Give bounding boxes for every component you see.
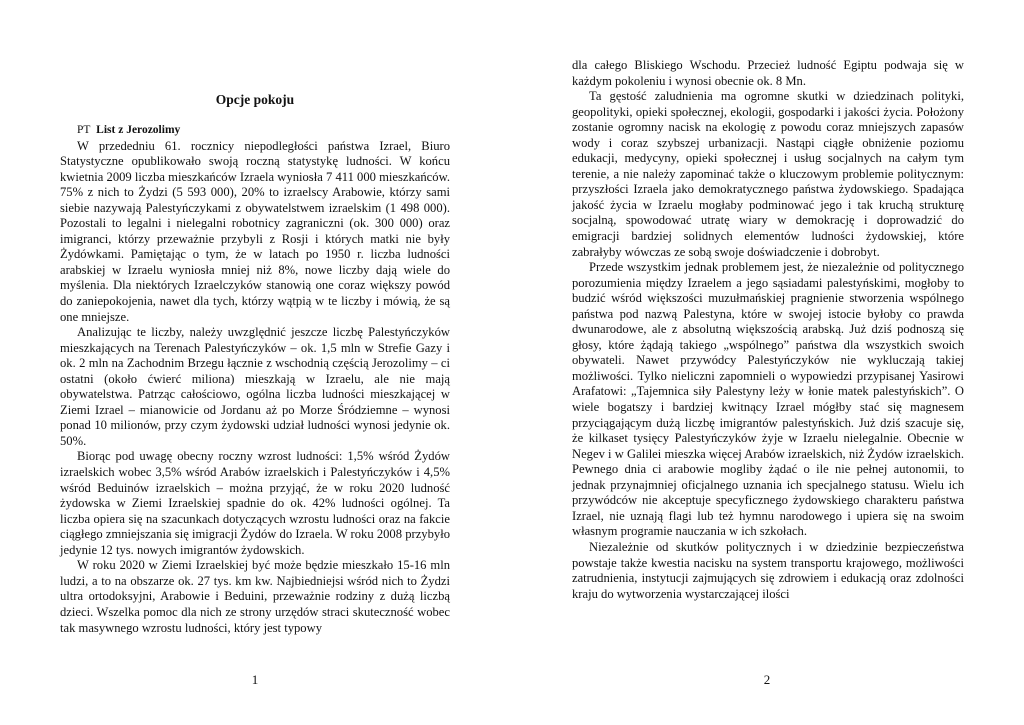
- left-page-text: [60, 123, 450, 636]
- right-page-text: [572, 58, 964, 602]
- page-title: Opcje pokoju: [215, 92, 295, 107]
- paragraph: Przede wszystkim jednak problemem jest, że niezależnie od politycznego porozumienia między Izraelem a jego sąsiadami palestyńskimi, mogłoby to budzić wśród większości muzułmańskiej pragnienie stworzenia wspólnego państwa pod nazwą Palestyna, które w swojej istocie byłoby co prawda dwunarodowe, ale z absolutną większością arabską. Już dziś podnoszą się głosy, które żądają takiego „wspólnego” państwa dla wszystkich swoich obywateli. Nawet przywódcy Palestyńczyków nie wykluczają takiej możliwości. Tylko nieliczni zapomnieli o wypowiedzi przypisanej Yasirowi Arafatowi: „Tajemnica siły Palestyny leży w łonie matek palestyńskich”. O wiele bogatszy i bardziej kwitnący Izrael mógłby stać się magnesem przyciągającym dużą liczbę imigrantów palestyńskich. Już dziś szacuje się, że kilkaset tysięcy Palestyńczyków żyje w Izraelu nielegalnie. Obecnie w Negev i w Galilei mieszka więcej Arabów izraelskich, niż Żydów izraelskich. Pewnego dnia ci arabowie mogliby żądać o ile nie pełnej autonomii, to jednak przynajmniej oficjalnego uznania ich specjalnego statusu. Wielu ich przywódców nie akceptuje specyficznego żydowskiego charakteru państwa Izrael, nie uznają flagi lub też hymnu narodowego i upiera się na swoim własnym programie nauczania w ich szkołach.: [572, 260, 964, 539]
- paragraph: Ta gęstość zaludnienia ma ogromne skutki w dziedzinach polityki, geopolityki, opieki społecznej, ekologii, gospodarki i jakości życia. Położony zostanie ogromny nacisk na ekologię z powodu coraz mniejszych zapasów wody i coraz szybszej urbanizacji. Nastąpi ciągłe obniżenie poziomu edukacji, medycyny, opieki społecznej i usług socjalnych na całym tym terenie, a nie należy zapominać także o kluczowym problemie politycznym: przyszłości Izraela jako demokratycznego państwa żydowskiego. Spadająca jakość życia w Izraelu mogłaby podminować jego i tak kruchą strukturę socjalną, spowodować utratę wiary w demokrację i doprowadzić do emigracji bardziej solidnych elementów ludności żydowskiej, które zabrałyby wówczas ze sobą swoje doświadczenie i dobrobyt.: [572, 89, 964, 259]
- page-number-left: 1: [251, 672, 259, 687]
- section-title: List z Jerozolimy: [96, 124, 181, 136]
- paragraph: W roku 2020 w Ziemi Izraelskiej być może będzie mieszkało 15-16 mln ludzi, a to na obszarze ok. 27 tys. km kw. Najbiedniejsi wśród nich to Żydzi ultra ortodoksyjni, Arabowie i Beduini, przeważnie rodziny z dużą liczbą dzieci. Wszelka pomoc dla nich ze strony urzędów straci skuteczność wobec tak masywnego wzrostu ludności, który jest typowy: [60, 558, 450, 635]
- section-heading: [60, 123, 450, 139]
- paragraph: dla całego Bliskiego Wschodu. Przecież ludność Egiptu podwaja się w każdym pokoleniu i wynosi obecnie ok. 8 Mn.: [572, 58, 964, 88]
- paragraph: Niezależnie od skutków politycznych i w dziedzinie bezpieczeństwa powstaje także kwestia nacisku na system transportu krajowego, możliwości zatrudnienia, instytucji zajmujących się zdrowiem i edukacją oraz zdolności kraju do wytworzenia wystarczającej ilości: [572, 539, 964, 601]
- paragraph: W przededniu 61. rocznicy niepodległości państwa Izrael, Biuro Statystyczne opublikowało swoją roczną statystykę ludności. W końcu kwietnia 2009 liczba mieszkańców Izraela wyniosła 7 411 000 mieszkańców. 75% z nich to Żydzi (5 593 000), 20% to izraelscy Arabowie, którzy sami siebie nazywają Palestyńczykami z obywatelstwem izraelskim (1 498 000). Pozostali to legalni i nielegalni robotnicy zagraniczni (ok. 300 000) oraz imigranci, którzy przeważnie przybyli z Rosji i których matki nie były Żydówkami. Pamiętając o tym, że w latach po 1950 r. liczba ludności arabskiej w Izraelu wyniosła mniej niż 8%, nowe liczby dają wiele do myślenia. Dla niektórych Izraelczyków stanowią one coraz większy powód do zaniepokojenia, nawet dla tych, którzy wątpią w te liczby i mówią, że są one mniejsze.: [60, 138, 450, 324]
- paragraph: Analizując te liczby, należy uwzględnić jeszcze liczbę Palestyńczyków mieszkających na Terenach Palestyńczyków – ok. 1,5 mln w Strefie Gazy i ok. 2 mln na Zachodnim Brzegu łącznie z wschodnią częścią Jerozolimy – ci ostatni (około ćwierć miliona) mieszkają w Izraelu, ale nie mają obywatelstwa. Patrząc całościowo, ogólna liczba ludności mieszkającej w Ziemi Izrael – mianowicie od Jordanu aż po Morze Śródziemne – wynosi ponad 10 milionów, przy czym żydowski udział ludności wynosi jedynie ok. 50%.: [60, 325, 450, 448]
- page-number-right: 2: [763, 672, 771, 687]
- section-tag: PT: [77, 124, 91, 136]
- paragraph: Biorąc pod uwagę obecny roczny wzrost ludności: 1,5% wśród Żydów izraelskich wobec 3,5% wśród Arabów izraelskich i Palestyńczyków i 4,5% wśród Beduinów izraelskich – można przyjąć, że w roku 2020 ludność żydowska w Ziemi Izraelskiej spadnie do ok. 42% ludności ogólnej. Ta liczba opiera się na szacunkach dotyczących wzrostu ludności oraz na fakcie ciągłego zmniejszania się imigracji Żydów do Izraela. W roku 2008 przybyło jedynie 12 tys. nowych imigrantów żydowskich.: [60, 449, 450, 557]
